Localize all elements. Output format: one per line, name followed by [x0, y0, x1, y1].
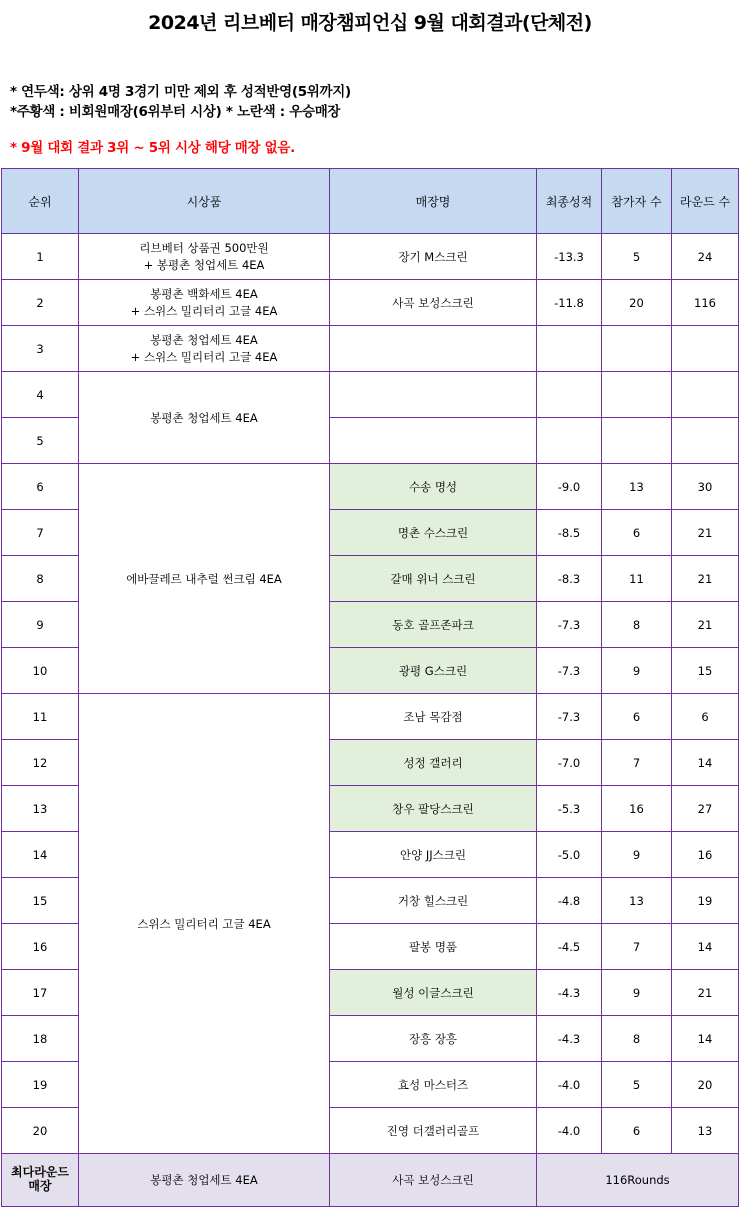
table-row — [2, 464, 739, 510]
prize-cell — [79, 234, 330, 280]
page-title: 2024년 리브베터 매장챔피언십 9월 대회결과(단체전) — [148, 12, 592, 34]
participants-cell — [602, 418, 672, 464]
rounds-cell: 19 — [672, 878, 739, 924]
header-score: 최종성적 — [537, 169, 602, 234]
participants-cell: 11 — [602, 556, 672, 602]
score-cell — [537, 372, 602, 418]
rounds-cell: 30 — [672, 464, 739, 510]
store-cell: 수송 명성 — [330, 464, 537, 510]
most-rounds-label — [2, 1154, 79, 1207]
most-rounds-prize: 봉평촌 청업세트 4EA — [79, 1154, 330, 1207]
rounds-cell: 21 — [672, 970, 739, 1016]
table-row — [2, 372, 739, 418]
most-rounds-label-line: 최다라운드 — [11, 1165, 69, 1180]
results-table — [1, 168, 739, 1207]
participants-cell: 20 — [602, 280, 672, 326]
rank-cell: 17 — [2, 970, 79, 1016]
rank-cell: 3 — [2, 326, 79, 372]
rank-cell: 18 — [2, 1016, 79, 1062]
prize-cell — [79, 280, 330, 326]
table-row — [2, 694, 739, 740]
score-cell: -4.3 — [537, 1016, 602, 1062]
rounds-cell: 14 — [672, 924, 739, 970]
prize-line: 봉평촌 백화세트 4EA — [150, 287, 258, 302]
rounds-cell: 16 — [672, 832, 739, 878]
most-rounds-label-line: 매장 — [28, 1179, 52, 1193]
participants-cell: 6 — [602, 1108, 672, 1154]
prize-cell — [79, 326, 330, 372]
header-participants: 참가자 수 — [602, 169, 672, 234]
rank-cell: 1 — [2, 234, 79, 280]
participants-cell: 9 — [602, 832, 672, 878]
score-cell: -4.5 — [537, 924, 602, 970]
store-cell: 광평 G스크린 — [330, 648, 537, 694]
rank-cell: 9 — [2, 602, 79, 648]
participants-cell: 9 — [602, 970, 672, 1016]
table-row — [2, 326, 739, 372]
rounds-cell: 27 — [672, 786, 739, 832]
store-cell: 장기 M스크린 — [330, 234, 537, 280]
header-store: 매장명 — [330, 169, 537, 234]
note-legend-orange-yellow: *주황색 : 비회원매장(6위부터 시상) * 노란색 : 우승매장 — [10, 104, 341, 120]
most-rounds-count: 116Rounds — [537, 1154, 739, 1207]
rounds-cell: 24 — [672, 234, 739, 280]
rank-cell: 5 — [2, 418, 79, 464]
score-cell: -8.5 — [537, 510, 602, 556]
score-cell: -8.3 — [537, 556, 602, 602]
score-cell: -4.0 — [537, 1108, 602, 1154]
table-row — [2, 234, 739, 280]
rounds-cell: 14 — [672, 1016, 739, 1062]
rank-cell: 15 — [2, 878, 79, 924]
rank-cell: 14 — [2, 832, 79, 878]
store-cell: 갈매 위너 스크린 — [330, 556, 537, 602]
participants-cell: 6 — [602, 694, 672, 740]
rank-cell: 2 — [2, 280, 79, 326]
rounds-cell: 13 — [672, 1108, 739, 1154]
participants-cell: 13 — [602, 878, 672, 924]
participants-cell: 13 — [602, 464, 672, 510]
participants-cell: 8 — [602, 602, 672, 648]
rank-cell: 8 — [2, 556, 79, 602]
store-cell: 조남 목감점 — [330, 694, 537, 740]
note-legend-green: * 연두색: 상위 4명 3경기 미만 제외 후 성적반영(5위까지) — [10, 84, 351, 100]
score-cell: -5.3 — [537, 786, 602, 832]
participants-cell: 5 — [602, 1062, 672, 1108]
participants-cell: 7 — [602, 740, 672, 786]
participants-cell: 9 — [602, 648, 672, 694]
store-cell: 거창 힐스크린 — [330, 878, 537, 924]
header-rounds: 라운드 수 — [672, 169, 739, 234]
rank-cell: 19 — [2, 1062, 79, 1108]
prize-cell: 스위스 밀리터리 고글 4EA — [79, 694, 330, 1154]
store-cell: 사곡 보성스크린 — [330, 280, 537, 326]
rounds-cell: 20 — [672, 1062, 739, 1108]
rank-cell: 12 — [2, 740, 79, 786]
store-cell: 진영 더갤러리골프 — [330, 1108, 537, 1154]
store-cell: 명촌 수스크린 — [330, 510, 537, 556]
score-cell: -4.8 — [537, 878, 602, 924]
most-rounds-row — [2, 1154, 739, 1207]
prize-cell: 봉평촌 청업세트 4EA — [79, 372, 330, 464]
header-prize: 시상품 — [79, 169, 330, 234]
prize-line: 봉평촌 청업세트 4EA — [150, 333, 258, 348]
store-cell — [330, 372, 537, 418]
note-no-prize: * 9월 대회 결과 3위 ~ 5위 시상 해당 매장 없음. — [10, 140, 295, 156]
rounds-cell: 21 — [672, 510, 739, 556]
table-row — [2, 280, 739, 326]
rounds-cell — [672, 326, 739, 372]
rounds-cell — [672, 418, 739, 464]
store-cell: 팔봉 명품 — [330, 924, 537, 970]
rank-cell: 6 — [2, 464, 79, 510]
store-cell: 창우 팔당스크린 — [330, 786, 537, 832]
score-cell: -4.0 — [537, 1062, 602, 1108]
score-cell: -13.3 — [537, 234, 602, 280]
score-cell: -5.0 — [537, 832, 602, 878]
rank-cell: 20 — [2, 1108, 79, 1154]
rounds-cell: 116 — [672, 280, 739, 326]
rounds-cell: 15 — [672, 648, 739, 694]
prize-line: + 스위스 밀리터리 고글 4EA — [130, 349, 278, 364]
rounds-cell: 21 — [672, 556, 739, 602]
header-rank: 순위 — [2, 169, 79, 234]
rank-cell: 10 — [2, 648, 79, 694]
prize-line: + 봉평촌 청업세트 4EA — [143, 257, 265, 272]
participants-cell — [602, 372, 672, 418]
table-header-row — [2, 169, 739, 234]
store-cell — [330, 418, 537, 464]
store-cell: 장흥 장흥 — [330, 1016, 537, 1062]
most-rounds-store: 사곡 보성스크린 — [330, 1154, 537, 1207]
score-cell: -11.8 — [537, 280, 602, 326]
score-cell: -7.3 — [537, 694, 602, 740]
participants-cell: 16 — [602, 786, 672, 832]
store-cell — [330, 326, 537, 372]
store-cell: 월성 이글스크린 — [330, 970, 537, 1016]
score-cell: -4.3 — [537, 970, 602, 1016]
participants-cell — [602, 326, 672, 372]
prize-line: 리브베터 상품권 500만원 — [139, 241, 269, 256]
rounds-cell — [672, 372, 739, 418]
store-cell: 동호 골프존파크 — [330, 602, 537, 648]
rounds-cell: 21 — [672, 602, 739, 648]
score-cell: -7.3 — [537, 648, 602, 694]
prize-line: + 스위스 밀리터리 고글 4EA — [130, 303, 278, 318]
participants-cell: 5 — [602, 234, 672, 280]
rank-cell: 16 — [2, 924, 79, 970]
rank-cell: 11 — [2, 694, 79, 740]
rank-cell: 7 — [2, 510, 79, 556]
rank-cell: 4 — [2, 372, 79, 418]
score-cell: -9.0 — [537, 464, 602, 510]
prize-cell: 에바끌레르 내추럴 썬크림 4EA — [79, 464, 330, 694]
score-cell: -7.0 — [537, 740, 602, 786]
rounds-cell: 6 — [672, 694, 739, 740]
rounds-cell: 14 — [672, 740, 739, 786]
participants-cell: 8 — [602, 1016, 672, 1062]
participants-cell: 7 — [602, 924, 672, 970]
store-cell: 성정 갤러리 — [330, 740, 537, 786]
score-cell — [537, 418, 602, 464]
participants-cell: 6 — [602, 510, 672, 556]
score-cell: -7.3 — [537, 602, 602, 648]
score-cell — [537, 326, 602, 372]
rank-cell: 13 — [2, 786, 79, 832]
store-cell: 안양 JJ스크린 — [330, 832, 537, 878]
store-cell: 효성 마스터즈 — [330, 1062, 537, 1108]
